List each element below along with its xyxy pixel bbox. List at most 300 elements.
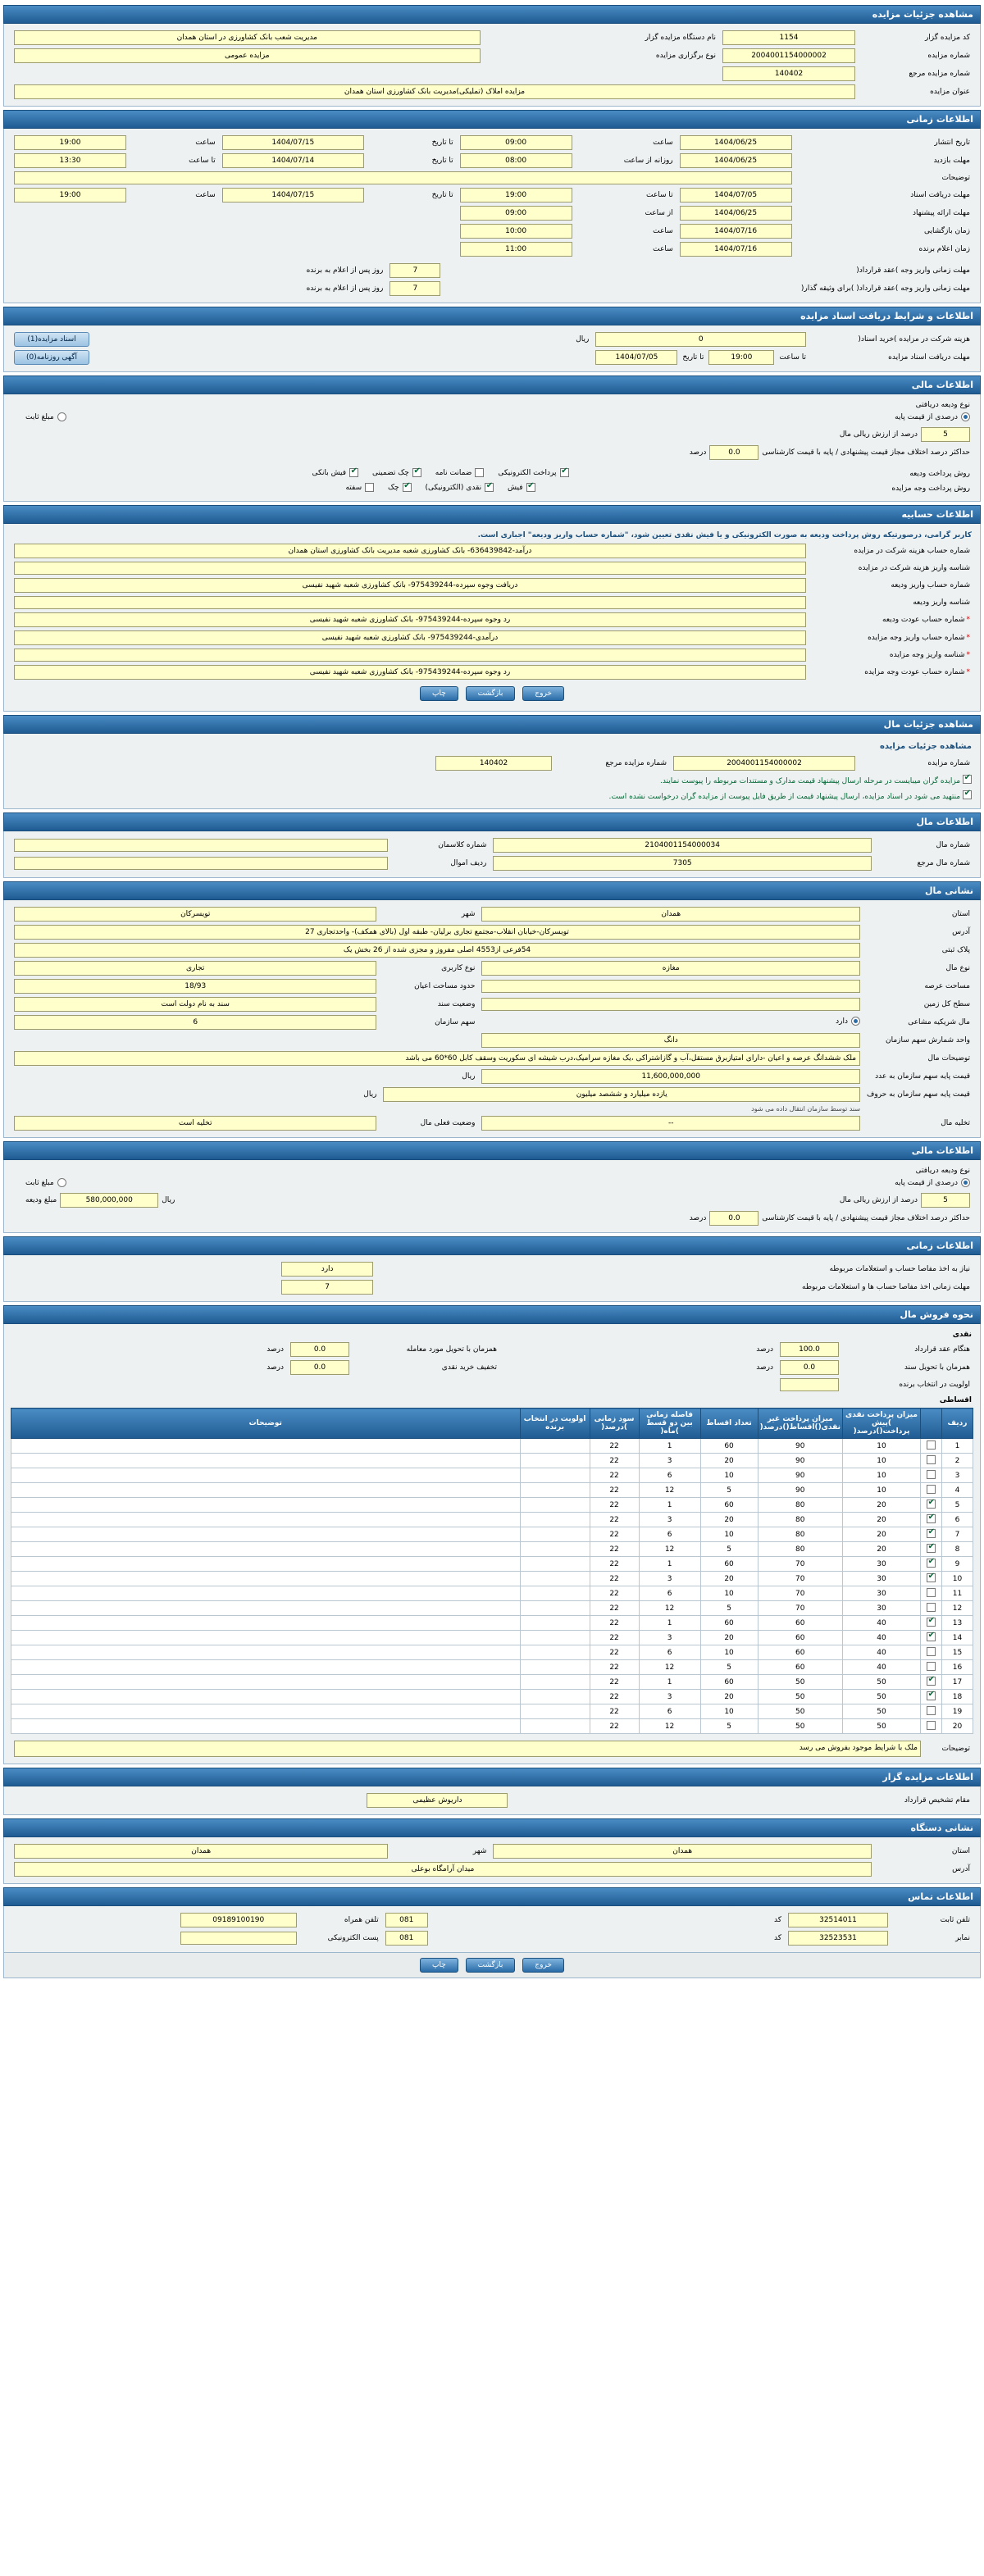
cell-select[interactable]	[921, 1454, 942, 1468]
field-device-city[interactable]: همدان	[14, 1844, 388, 1859]
label-on-contract: هنگام عقد قرارداد	[914, 1345, 970, 1354]
field-phone[interactable]: 32514011	[788, 1913, 888, 1927]
cell-row: 3	[942, 1468, 973, 1483]
field-visit-todate[interactable]: 1404/07/14	[222, 153, 364, 168]
unit-base-price: ریال	[462, 1072, 476, 1081]
cell-priority	[520, 1586, 590, 1601]
label-auction-number: شماره مزایده	[927, 52, 970, 60]
label-current-status: وضعیت فعلی مال	[420, 1119, 476, 1127]
cell-priority	[520, 1542, 590, 1557]
cell-select[interactable]	[921, 1631, 942, 1645]
asset-info-panel	[3, 831, 981, 878]
cell-installment-gap: 6	[639, 1468, 700, 1483]
row-checkbox[interactable]	[927, 1647, 936, 1656]
cell-desc	[11, 1704, 521, 1719]
cell-cash-percent: 50	[843, 1719, 921, 1734]
print-button-top[interactable]: چاپ	[420, 686, 458, 701]
cell-priority	[520, 1660, 590, 1675]
radio-asset-fixed[interactable]	[57, 1178, 66, 1187]
field-payment-deadline-2[interactable]: 7	[390, 281, 440, 296]
row-checkbox[interactable]	[927, 1603, 936, 1612]
newspaper-ad-button[interactable]: آگهی روزنامه(0)	[14, 350, 89, 365]
field-address[interactable]: تویسرکان-خیابان انقلاب-مجتمع تجاری برلیان- طبقه اول (بالای همکف)- واحدتجاری 27	[14, 925, 860, 940]
field-class-number[interactable]	[14, 839, 388, 852]
label-deposit-bankslip: فیش بانکی	[312, 468, 347, 477]
table-row[interactable]	[11, 1468, 973, 1483]
row-checkbox[interactable]	[927, 1618, 936, 1627]
table-row[interactable]	[11, 1660, 973, 1675]
asset-view-panel	[3, 734, 981, 809]
cell-profit: 22	[590, 1527, 639, 1542]
label-id-deposit: شناسه واریز ودیعه	[913, 598, 970, 607]
field-participation-cost[interactable]: 0	[595, 332, 806, 347]
cell-row: 8	[942, 1542, 973, 1557]
field-base-price[interactable]: 11,600,000,000	[481, 1069, 860, 1084]
cell-noncash-percent: 70	[758, 1586, 842, 1601]
field-proposal-deadline-date[interactable]: 1404/06/25	[680, 206, 792, 221]
cell-select[interactable]	[921, 1483, 942, 1498]
label-asset-desc: توضیحات مال	[927, 1054, 970, 1063]
field-payment-deadline-1[interactable]: 7	[390, 263, 440, 278]
table-row[interactable]	[11, 1631, 973, 1645]
cell-cash-percent: 30	[843, 1601, 921, 1616]
field-asset-auction-number[interactable]: 2004001154000002	[673, 756, 855, 771]
field-visit-date[interactable]: 1404/06/25	[680, 153, 792, 168]
cell-installment-gap: 6	[639, 1645, 700, 1660]
cell-installment-count: 5	[700, 1601, 758, 1616]
row-checkbox[interactable]	[927, 1529, 936, 1538]
field-share-unit[interactable]: دانگ	[481, 1033, 860, 1048]
field-auction-ref[interactable]: 140402	[722, 66, 855, 81]
label-deposit-payment-method: روش پرداخت ودیعه	[909, 470, 970, 478]
cell-installment-gap: 1	[639, 1557, 700, 1572]
table-row[interactable]	[11, 1527, 973, 1542]
field-clearance-days[interactable]: 7	[281, 1280, 373, 1295]
field-authority[interactable]: داریوش عظیمی	[367, 1793, 508, 1808]
field-on-doc[interactable]: 0.0	[780, 1360, 839, 1375]
table-row[interactable]	[11, 1557, 973, 1572]
cell-profit: 22	[590, 1704, 639, 1719]
table-row[interactable]	[11, 1719, 973, 1734]
cell-select[interactable]	[921, 1542, 942, 1557]
cell-priority	[520, 1690, 590, 1704]
cell-desc	[11, 1557, 521, 1572]
unit-cash-discount: درصد	[266, 1363, 284, 1372]
label-plate: پلاک ثبتی	[941, 946, 970, 954]
cell-installment-gap: 3	[639, 1513, 700, 1527]
label-account-deposit: شماره حساب واریز ودیعه	[891, 581, 970, 589]
field-asset-desc[interactable]: ملک ششدانگ عرصه و اعیان -دارای امتیازبرق مستقل،آب و گازاشتراکی ،یک مغازه سرامیک،درب شیشه ای سکوریت وسقف کابل 60*60 می باشد	[14, 1051, 860, 1066]
cell-select[interactable]	[921, 1645, 942, 1660]
field-account-refund-deposit[interactable]: رد وجوه سپرده-975439244- بانک کشاورزی شعبه شهید نفیسی	[14, 612, 806, 627]
row-checkbox[interactable]	[927, 1573, 936, 1582]
label-auction-code: کد مزایده گزار	[924, 34, 970, 42]
table-row[interactable]	[11, 1704, 973, 1719]
cell-desc	[11, 1468, 521, 1483]
cell-cash-percent: 20	[843, 1527, 921, 1542]
cell-noncash-percent: 60	[758, 1645, 842, 1660]
unit-base-price-words: ریال	[363, 1090, 377, 1099]
section-financial-info: اطلاعات مالی	[3, 375, 981, 394]
row-checkbox[interactable]	[927, 1455, 936, 1464]
cell-noncash-percent: 90	[758, 1454, 842, 1468]
cell-priority	[520, 1572, 590, 1586]
label-visit-totime: تا ساعت	[189, 157, 216, 165]
field-sale-desc[interactable]: ملک با شرایط موجود بفروش می رسد	[14, 1741, 921, 1757]
label-percent-base-price: درصدی از قیمت پایه	[895, 412, 958, 421]
field-on-delivery[interactable]: 0.0	[290, 1342, 349, 1357]
field-phone-code[interactable]: 081	[385, 1913, 428, 1927]
field-org-share[interactable]: 6	[14, 1015, 376, 1030]
label-account-refund-deposit: * شماره حساب عودت ودیعه	[809, 611, 973, 629]
label-publish-todate: تا تاریخ	[431, 139, 453, 147]
field-land-area[interactable]	[481, 980, 860, 993]
field-winner-priority[interactable]	[780, 1378, 839, 1391]
field-auction-org[interactable]: مدیریت شعب بانک کشاورزی در استان همدان	[14, 30, 481, 45]
cell-profit: 22	[590, 1513, 639, 1527]
cell-priority	[520, 1704, 590, 1719]
label-auction-subject: عنوان مزایده	[930, 88, 970, 96]
print-button-bottom[interactable]: چاپ	[420, 1958, 458, 1973]
auction-docs-button[interactable]: اسناد مزایده(1)	[14, 332, 89, 347]
financial-info-panel	[3, 394, 981, 502]
cell-cash-percent: 20	[843, 1513, 921, 1527]
label-auction-payment-method: روش پرداخت وجه مزایده	[891, 485, 970, 493]
field-asset-percent-value[interactable]: 5	[921, 1193, 970, 1208]
row-checkbox[interactable]	[927, 1485, 936, 1494]
field-fax[interactable]: 32523531	[788, 1931, 888, 1946]
table-row[interactable]	[11, 1498, 973, 1513]
device-address-panel	[3, 1837, 981, 1884]
cell-cash-percent: 10	[843, 1454, 921, 1468]
cell-cash-percent: 40	[843, 1616, 921, 1631]
cell-row: 13	[942, 1616, 973, 1631]
cell-row: 7	[942, 1527, 973, 1542]
field-account-auction-payment[interactable]: درآمدی-975439244- بانک کشاورزی شعبه شهید نفیسی	[14, 630, 806, 645]
cell-cash-percent: 20	[843, 1498, 921, 1513]
field-winner-time[interactable]: 11:00	[460, 242, 572, 257]
field-opening-time[interactable]: 10:00	[460, 224, 572, 239]
cell-cash-percent: 10	[843, 1483, 921, 1498]
field-publish-totime[interactable]: 19:00	[14, 135, 126, 150]
cell-priority	[520, 1527, 590, 1542]
row-checkbox[interactable]	[927, 1470, 936, 1479]
checkbox-deposit-check[interactable]	[412, 468, 421, 477]
field-time-desc[interactable]	[14, 171, 792, 184]
cell-priority	[520, 1557, 590, 1572]
label-participation-cost: هزینه شرکت در مزایده )خرید اسناد(	[858, 335, 970, 344]
cell-select[interactable]	[921, 1704, 942, 1719]
radio-asset-percent-base[interactable]	[961, 1178, 970, 1187]
cell-row: 19	[942, 1704, 973, 1719]
cell-select[interactable]	[921, 1719, 942, 1734]
radio-ownership-has[interactable]	[851, 1017, 860, 1026]
label-phone: تلفن ثابت	[940, 1916, 970, 1924]
field-docs-deadline-todate[interactable]: 1404/07/15	[222, 188, 364, 203]
cell-select[interactable]	[921, 1675, 942, 1690]
field-province[interactable]: همدان	[481, 907, 860, 922]
label-base-price-words: قیمت پایه سهم سازمان به حروف	[867, 1090, 970, 1099]
asset-note-2	[11, 788, 973, 803]
col-desc: توضیحات	[11, 1409, 521, 1439]
cell-select[interactable]	[921, 1439, 942, 1454]
table-row[interactable]	[11, 1454, 973, 1468]
row-checkbox[interactable]	[927, 1544, 936, 1553]
cell-row: 14	[942, 1631, 973, 1645]
cell-cash-percent: 20	[843, 1542, 921, 1557]
cell-cash-percent: 50	[843, 1690, 921, 1704]
cell-select[interactable]	[921, 1601, 942, 1616]
cell-select[interactable]	[921, 1557, 942, 1572]
field-auction-type[interactable]: مزایده عمومی	[14, 48, 481, 63]
label-proposal-deadline: مهلت ارائه پیشنهاد	[912, 209, 970, 217]
table-row[interactable]	[11, 1601, 973, 1616]
row-checkbox[interactable]	[927, 1500, 936, 1509]
field-docs-deadline-time2[interactable]: 19:00	[708, 350, 774, 365]
field-ref-asset-number[interactable]: 7305	[493, 856, 872, 871]
checkbox-deposit-bankslip[interactable]	[349, 468, 358, 477]
table-row[interactable]	[11, 1586, 973, 1601]
cell-select[interactable]	[921, 1498, 942, 1513]
label-ref-asset-number: شماره مال مرجع	[917, 859, 970, 867]
unit-on-doc: درصد	[756, 1363, 773, 1372]
row-checkbox[interactable]	[927, 1691, 936, 1700]
row-checkbox[interactable]	[927, 1721, 936, 1730]
field-need-clearance[interactable]: دارد	[281, 1262, 373, 1277]
field-device-province[interactable]: همدان	[493, 1844, 872, 1859]
radio-fixed-amount[interactable]	[57, 412, 66, 421]
cell-profit: 22	[590, 1675, 639, 1690]
field-mobile[interactable]: 09189100190	[180, 1913, 297, 1927]
row-checkbox[interactable]	[927, 1440, 936, 1450]
section-time-info: اطلاعات زمانی	[3, 110, 981, 129]
row-checkbox[interactable]	[927, 1662, 936, 1671]
field-id-deposit[interactable]	[14, 596, 806, 609]
col-installment-gap: فاصله زمانی بین دو قسط )ماه(	[639, 1409, 700, 1439]
label-auction-check: چک	[387, 483, 399, 492]
section-asset-address: نشانی مال	[3, 881, 981, 900]
section-auctioneer-info: اطلاعات مزایده گزار	[3, 1768, 981, 1786]
field-max-diff[interactable]: 0.0	[709, 445, 758, 460]
field-id-auction-payment[interactable]	[14, 649, 806, 662]
table-row[interactable]	[11, 1690, 973, 1704]
cell-select[interactable]	[921, 1513, 942, 1527]
cell-row: 18	[942, 1690, 973, 1704]
radio-percent-base-price[interactable]	[961, 412, 970, 421]
field-auction-number[interactable]: 2004001154000002	[722, 48, 855, 63]
row-checkbox[interactable]	[927, 1706, 936, 1715]
label-auction-slip: فیش	[508, 483, 523, 492]
checkbox-deposit-guarantee[interactable]	[475, 468, 484, 477]
cell-desc	[11, 1586, 521, 1601]
label-evacuation-status: تخلیه مال	[941, 1119, 970, 1127]
table-row[interactable]	[11, 1542, 973, 1557]
cell-row: 17	[942, 1675, 973, 1690]
cell-installment-gap: 12	[639, 1601, 700, 1616]
exit-button-top[interactable]: خروج	[522, 686, 564, 701]
field-opening-date[interactable]: 1404/07/16	[680, 224, 792, 239]
cell-desc	[11, 1601, 521, 1616]
section-asset-financial: اطلاعات مالی	[3, 1141, 981, 1160]
cell-cash-percent: 50	[843, 1675, 921, 1690]
label-deposit-type: نوع ودیعه دریافتی	[915, 401, 970, 409]
cell-installment-count: 5	[700, 1483, 758, 1498]
row-checkbox[interactable]	[927, 1632, 936, 1641]
checkbox-auction-electronic[interactable]	[485, 483, 494, 492]
cell-select[interactable]	[921, 1572, 942, 1586]
field-usage-type[interactable]: تجاری	[14, 961, 376, 976]
cell-installment-gap: 6	[639, 1704, 700, 1719]
field-publish-todate[interactable]: 1404/07/15	[222, 135, 364, 150]
label-cash-discount: تخفیف خرید نقدی	[441, 1363, 497, 1372]
field-account-participation[interactable]: درآمد-636439842- بانک کشاورزی شعبه مدیریت بانک کشاورزی استان همدان	[14, 544, 806, 558]
field-fax-code[interactable]: 081	[385, 1931, 428, 1946]
label-docs-deadline-time: تا ساعت	[646, 191, 673, 199]
field-account-deposit[interactable]: دریافت وجوه سپرده-975439244- بانک کشاورزی شعبه شهید نفیسی	[14, 578, 806, 593]
cell-row: 9	[942, 1557, 973, 1572]
label-sale-desc: توضیحات	[941, 1745, 970, 1753]
label-usage-type: نوع کاربری	[441, 964, 476, 972]
row-checkbox[interactable]	[927, 1559, 936, 1568]
label-docs-deadline: مهلت دریافت اسناد	[910, 191, 970, 199]
section-asset-view: مشاهده جزئیات مال	[3, 715, 981, 734]
cell-select[interactable]	[921, 1468, 942, 1483]
checkbox-auction-slip[interactable]	[526, 483, 535, 492]
cell-priority	[520, 1719, 590, 1734]
checkbox-auction-check[interactable]	[403, 483, 412, 492]
label-device-address: آدرس	[952, 1865, 970, 1873]
field-base-price-words[interactable]: یازده میلیارد و ششصد میلیون	[383, 1087, 860, 1102]
cell-installment-count: 20	[700, 1513, 758, 1527]
label-asset-row: ردیف اموال	[450, 859, 487, 867]
field-asset-row[interactable]	[14, 857, 388, 870]
cell-noncash-percent: 60	[758, 1660, 842, 1675]
table-row[interactable]	[11, 1616, 973, 1631]
table-row[interactable]	[11, 1675, 973, 1690]
label-max-diff: حداکثر درصد اختلاف مجاز قیمت پیشنهادی / پایه با قیمت کارشناسی	[762, 448, 970, 457]
field-evacuation-status[interactable]: --	[481, 1116, 860, 1131]
field-city[interactable]: تویسرکان	[14, 907, 376, 922]
label-base-price: قیمت پایه سهم سازمان به عدد	[875, 1072, 970, 1081]
cell-installment-gap: 1	[639, 1675, 700, 1690]
cell-cash-percent: 40	[843, 1660, 921, 1675]
field-auction-subject[interactable]: مزایده املاک (تملیکی)مدیریت بانک کشاورزی استان همدان	[14, 84, 855, 99]
back-button-bottom[interactable]: بازگشت	[466, 1958, 516, 1973]
label-auction-electronic: نقدی (الکترونیکی)	[425, 483, 482, 492]
cell-select[interactable]	[921, 1660, 942, 1675]
table-row[interactable]	[11, 1572, 973, 1586]
field-plate[interactable]: 54فرعی از4553 اصلی مفروز و مجزی شده از 26 بخش یک	[14, 943, 860, 958]
field-visit-totime[interactable]: 13:30	[14, 153, 126, 168]
checkbox-deposit-electronic[interactable]	[560, 468, 569, 477]
cell-select[interactable]	[921, 1527, 942, 1542]
table-row[interactable]	[11, 1483, 973, 1498]
cell-installment-gap: 3	[639, 1572, 700, 1586]
col-noncash-percent: میزان پرداخت غیر نقدی()اقساط()درصد(	[758, 1409, 842, 1439]
cell-desc	[11, 1513, 521, 1527]
label-id-auction-payment: * شناسه واریز وجه مزایده	[809, 647, 973, 663]
label-fax: نمابر	[955, 1934, 970, 1942]
asset-time-panel	[3, 1255, 981, 1302]
unit-on-delivery: درصد	[266, 1345, 284, 1354]
field-asset-max-diff[interactable]: 0.0	[709, 1211, 758, 1226]
field-docs-deadline-date2[interactable]: 1404/07/05	[595, 350, 677, 365]
section-sale-method: نحوه فروش مال	[3, 1305, 981, 1324]
field-cash-discount[interactable]: 0.0	[290, 1360, 349, 1375]
field-asset-type[interactable]: مغازه	[481, 961, 860, 976]
row-checkbox[interactable]	[927, 1677, 936, 1686]
field-docs-deadline-totime[interactable]: 19:00	[14, 188, 126, 203]
label-land-area: مساحت عرصه	[924, 982, 970, 990]
field-percent-value[interactable]: 5	[921, 427, 970, 442]
field-asset-number[interactable]: 2104001154000034	[493, 838, 872, 853]
field-total-area[interactable]	[481, 998, 860, 1011]
suffix-payment-deadline-1: روز پس از اعلام به برنده	[306, 266, 384, 275]
field-auction-code[interactable]: 1154	[722, 30, 855, 45]
field-id-participation[interactable]	[14, 562, 806, 575]
cell-select[interactable]	[921, 1586, 942, 1601]
field-asset-ref-number[interactable]: 140402	[435, 756, 552, 771]
field-device-address[interactable]: میدان آرامگاه بوعلی	[14, 1862, 872, 1877]
installment-table	[11, 1408, 973, 1734]
field-on-contract[interactable]: 100.0	[780, 1342, 839, 1357]
exit-button-bottom[interactable]: خروج	[522, 1958, 564, 1973]
cell-priority	[520, 1439, 590, 1454]
installment-label: اقساطی	[939, 1396, 972, 1404]
field-account-refund-auction[interactable]: رد وجوه سپرده-975439244- بانک کشاورزی شعبه شهید نفیسی	[14, 665, 806, 680]
cell-priority	[520, 1616, 590, 1631]
field-asset-deposit-amount[interactable]: 580,000,000	[60, 1193, 158, 1208]
row-checkbox[interactable]	[927, 1588, 936, 1597]
cell-row: 20	[942, 1719, 973, 1734]
cell-priority	[520, 1645, 590, 1660]
label-device-province: استان	[951, 1847, 970, 1855]
cell-select[interactable]	[921, 1690, 942, 1704]
account-info-panel	[3, 524, 981, 712]
cell-installment-gap: 6	[639, 1586, 700, 1601]
field-doc-status[interactable]: سند به نام دولت است	[14, 997, 376, 1012]
cell-noncash-percent: 60	[758, 1631, 842, 1645]
cell-cash-percent: 10	[843, 1439, 921, 1454]
field-docs-deadline-time[interactable]: 19:00	[460, 188, 572, 203]
cell-profit: 22	[590, 1660, 639, 1675]
cell-select[interactable]	[921, 1616, 942, 1631]
field-proposal-deadline-time[interactable]: 09:00	[460, 206, 572, 221]
cell-installment-count: 60	[700, 1557, 758, 1572]
field-visit-time[interactable]: 08:00	[460, 153, 572, 168]
field-email[interactable]	[180, 1932, 297, 1945]
cell-profit: 22	[590, 1601, 639, 1616]
label-asset-percent-base: درصدی از قیمت پایه	[895, 1178, 958, 1187]
table-row[interactable]	[11, 1513, 973, 1527]
field-current-status[interactable]: تخلیه است	[14, 1116, 376, 1131]
table-row[interactable]	[11, 1645, 973, 1660]
field-docs-deadline-date[interactable]: 1404/07/05	[680, 188, 792, 203]
field-publish-date[interactable]: 1404/06/25	[680, 135, 792, 150]
back-button-top[interactable]: بازگشت	[466, 686, 516, 701]
checkbox-auction-promissory[interactable]	[365, 483, 374, 492]
col-profit: سود زمانی )درصد(	[590, 1409, 639, 1439]
table-row[interactable]	[11, 1439, 973, 1454]
unit-participation-cost: ریال	[576, 335, 590, 344]
cell-desc	[11, 1675, 521, 1690]
field-winner-date[interactable]: 1404/07/16	[680, 242, 792, 257]
row-checkbox[interactable]	[927, 1514, 936, 1523]
asset-note-1-text: مزایده گران میبایست در مرحله ارسال پیشنهاد قیمت مدارک و مستندات مربوطه را پیوست نمایند.	[659, 777, 961, 785]
cell-cash-percent: 30	[843, 1586, 921, 1601]
field-building-area[interactable]: 18/93	[14, 979, 376, 994]
field-publish-time[interactable]: 09:00	[460, 135, 572, 150]
